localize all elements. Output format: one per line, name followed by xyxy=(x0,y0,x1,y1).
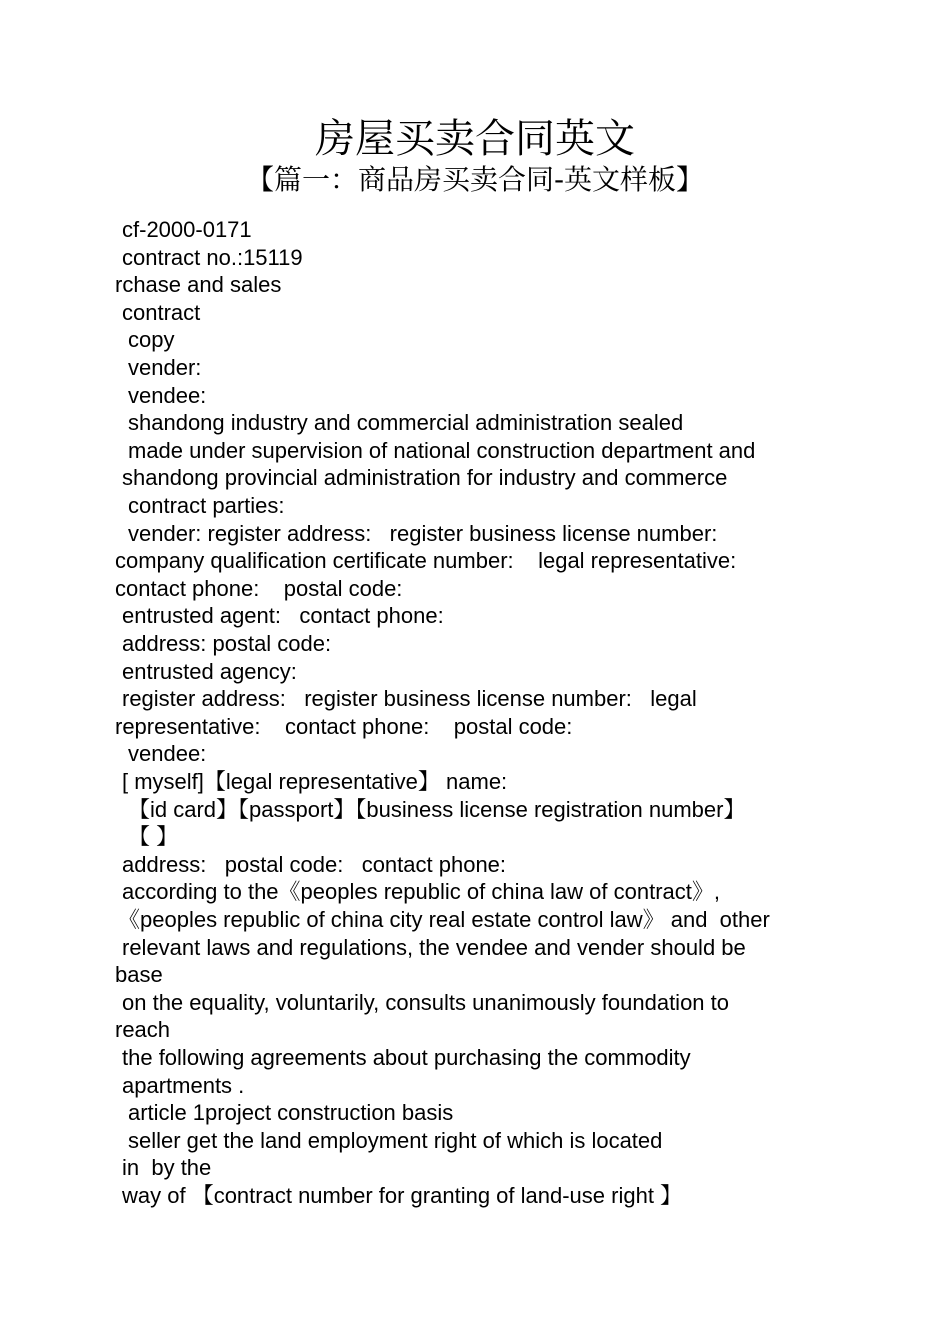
body-line: shandong industry and commercial administration sealed xyxy=(128,410,684,436)
body-line: vendee: xyxy=(128,382,207,408)
body-line: shandong provincial administration for industry and commerce xyxy=(122,465,728,491)
body-line: in by the xyxy=(122,1155,212,1181)
body-line: contract xyxy=(122,299,201,325)
body-line: reach xyxy=(115,1017,171,1043)
body-line: [ myself]【legal representative】 name: xyxy=(122,769,508,794)
body-line: register address: register business license number: legal xyxy=(122,686,697,712)
body-line: apartments . xyxy=(122,1072,245,1098)
body-line: the following agreements about purchasing the commodity xyxy=(122,1045,691,1070)
body-line: address: postal code: contact phone: xyxy=(122,851,507,877)
body-line: made under supervision of national construction department and xyxy=(128,437,756,463)
body-line: way of 【contract number for granting of land-use right 】 xyxy=(122,1183,683,1208)
body-line: contact phone: postal code: xyxy=(115,575,403,601)
body-line: relevant laws and regulations, the vendee and vender should be xyxy=(122,934,746,960)
body-line: base xyxy=(115,962,163,988)
body-line: article 1project construction basis xyxy=(128,1100,454,1126)
body-line: contract no.:15119 xyxy=(122,244,303,270)
body-line: representative: contact phone: postal code: xyxy=(115,713,573,739)
body-line: entrusted agency: xyxy=(122,658,297,684)
body-line: entrusted agent: contact phone: xyxy=(122,603,444,629)
body-line: cf-2000-0171 xyxy=(122,217,252,242)
body-line: vender: register address: register business license number: xyxy=(128,520,718,546)
body-line: 《peoples republic of china city real estate control law》 and other xyxy=(118,907,770,932)
body-line: according to the《peoples republic of china law of contract》, xyxy=(122,879,720,905)
document-subtitle: 【篇一：商品房买卖合同-英文样板】 xyxy=(245,163,705,196)
body-line: seller get the land employment right of which is located xyxy=(128,1127,663,1153)
body-line: on the equality, voluntarily, consults unanimously foundation to xyxy=(122,989,729,1015)
body-line: contract parties: xyxy=(128,493,285,518)
body-line: 【id card】【passport】【business license registration number】 xyxy=(128,796,746,822)
body-line: rchase and sales xyxy=(115,272,282,298)
document-title: 房屋买卖合同英文 xyxy=(315,116,635,162)
body-line: 【 】 xyxy=(128,824,179,850)
body-line: vendee: xyxy=(128,741,207,767)
body-line: address: postal code: xyxy=(122,631,332,656)
body-line: copy xyxy=(128,327,175,353)
body-line: company qualification certificate number: legal representative: xyxy=(115,548,737,574)
body-line: vender: xyxy=(128,355,202,380)
